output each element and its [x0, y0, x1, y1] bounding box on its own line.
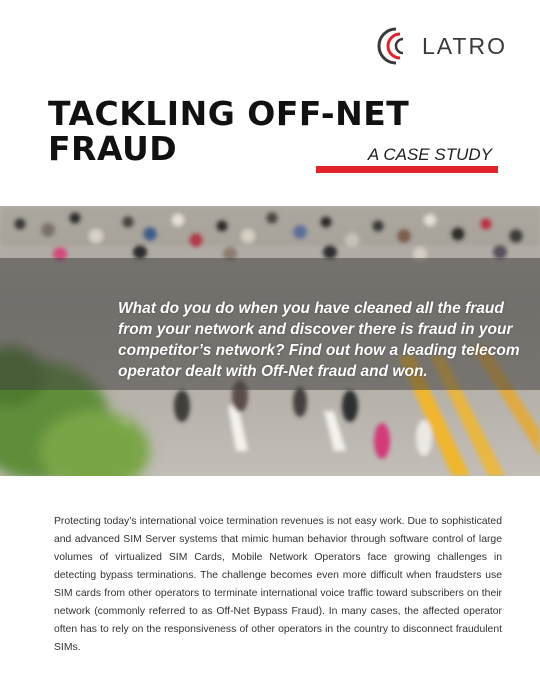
subtitle-red-bar [316, 166, 498, 173]
hero-quote: What do you do when you have cleaned all the fraud from your network and discover there is fraud in your competitor’s network? Find out how a leading telecom operator dealt with Off-Net fraud and won. [118, 300, 520, 380]
title-line-2: FRAUD [48, 129, 178, 168]
hero-image [0, 206, 540, 476]
title-line-1: TACKLING OFF-NET [48, 94, 410, 133]
latro-logo [376, 26, 507, 66]
body-paragraph: Protecting today’s international voice termination revenues is not easy work. Due to sophisticated and advanced SIM Server systems that mimic human behavior through software control of large volumes of virtualized SIM Cards, Mobile Network Operators face growing challenges in detecting bypass terminations. The challenge becomes even more difficult when fraudsters use SIM cards from other operators to terminate international voice traffic toward subscribers on their network (commonly referred to as Off-Net Bypass Fraud). In many cases, the affected operator often has to rely on the responsiveness of other operators in the country to disconnect fraudulent SIMs. [54, 516, 502, 653]
subtitle: A CASE STUDY [367, 145, 492, 164]
brand-name: LATRO [422, 32, 507, 59]
case-study-label [316, 146, 498, 173]
latro-logo-icon [376, 26, 416, 66]
